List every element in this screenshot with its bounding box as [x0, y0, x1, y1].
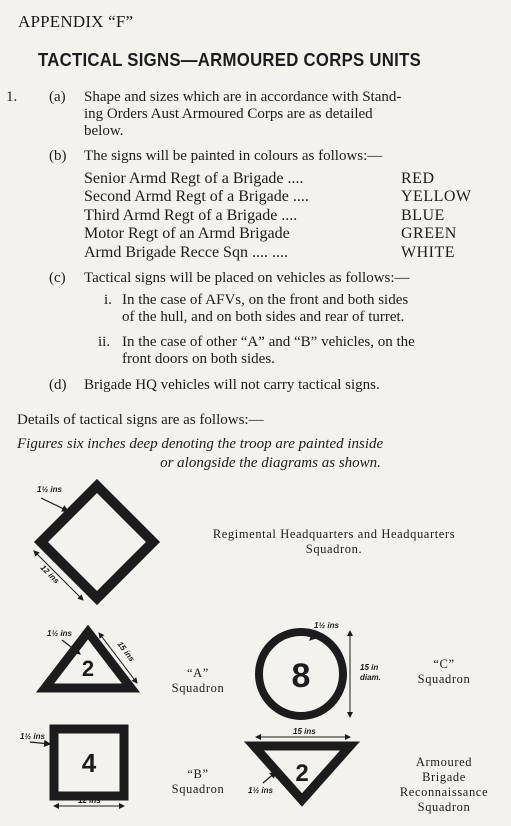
- item-c-intro: Tactical signs will be placed on vehicles as follows:—: [84, 270, 410, 286]
- colour-value: BLUE: [401, 207, 445, 224]
- c-squadron-caption: [404, 657, 484, 687]
- item-c-ii-line: front doors on both sides.: [122, 351, 275, 367]
- item-c-ii-number: ii.: [98, 334, 111, 350]
- recce-number: 2: [295, 760, 309, 787]
- b-border-dim: 1½ ins: [20, 732, 45, 741]
- a-caption-line: “A”: [187, 666, 209, 680]
- a-caption-line: Squadron: [171, 681, 225, 695]
- b-caption-line: Squadron: [171, 782, 225, 796]
- recce-border-dim: 1½ ins: [248, 786, 273, 795]
- item-c-i-line: of the hull, and on both sides and rear of turret.: [122, 309, 405, 325]
- section-number: 1.: [6, 89, 18, 105]
- recce-side-dim: 15 ins: [293, 727, 316, 736]
- item-b-intro: The signs will be painted in colours as follows:—: [84, 148, 383, 164]
- details-intro: Details of tactical signs are as follows:—: [17, 412, 264, 428]
- item-d-label: (d): [49, 377, 67, 393]
- details-italic-line: Figures six inches deep denoting the troop are painted inside: [17, 436, 384, 452]
- c-squadron-number: 8: [291, 657, 311, 695]
- c-border-dim: 1½ ins: [314, 621, 339, 630]
- colour-unit: Second Armd Regt of a Brigade ....: [84, 188, 309, 205]
- a-side-dim: 15 ins: [115, 639, 137, 664]
- a-squadron-caption: [158, 666, 238, 696]
- rhq-caption-line: Squadron.: [305, 542, 363, 556]
- c-diam-dim: 15 in: [360, 663, 379, 672]
- a-squadron-number: 2: [81, 656, 95, 681]
- item-a-line: below.: [84, 123, 124, 139]
- colour-value: YELLOW: [401, 188, 472, 205]
- recce-caption-line: Reconnaissance: [399, 785, 489, 799]
- colour-value: GREEN: [401, 225, 457, 242]
- item-c-i-number: i.: [104, 292, 112, 308]
- recce-caption-line: Squadron: [417, 800, 471, 814]
- appendix-heading: APPENDIX “F”: [18, 12, 134, 31]
- item-c-ii-line: In the case of other “A” and “B” vehicles, on the: [122, 334, 415, 350]
- item-a-line: Shape and sizes which are in accordance with Stand-: [84, 89, 402, 105]
- c-diam-dim-2: diam.: [360, 673, 381, 682]
- page-title: TACTICAL SIGNS—ARMOURED CORPS UNITS: [38, 50, 422, 70]
- recce-caption-line: Armoured: [415, 755, 473, 769]
- colour-unit: Armd Brigade Recce Sqn .... ....: [84, 244, 288, 261]
- recce-caption-line: Brigade: [422, 770, 466, 784]
- b-side-dim: 12 ins: [78, 796, 101, 805]
- c-caption-line: Squadron: [417, 672, 471, 686]
- rhq-side-dim: 12 ins: [38, 563, 61, 586]
- colour-unit: Senior Armd Regt of a Brigade ....: [84, 170, 304, 187]
- rhq-caption: [168, 527, 500, 557]
- colour-unit: Motor Regt of an Armd Brigade: [84, 225, 290, 242]
- item-c-label: (c): [49, 270, 66, 286]
- rhq-diamond-sign: [34, 486, 153, 600]
- item-d-text: Brigade HQ vehicles will not carry tactical signs.: [84, 377, 380, 393]
- details-italic-line: or alongside the diagrams as shown.: [160, 455, 381, 471]
- item-a-label: (a): [49, 89, 66, 105]
- item-b-label: (b): [49, 148, 67, 164]
- b-caption-line: “B”: [187, 767, 209, 781]
- recce-caption: [386, 755, 502, 815]
- rhq-border-dim: 1½ ins: [37, 485, 62, 494]
- a-border-dim: 1½ ins: [47, 629, 72, 638]
- b-squadron-caption: [158, 767, 238, 797]
- colour-value: WHITE: [401, 244, 456, 261]
- item-a-line: ing Orders Aust Armoured Corps are as detailed: [84, 106, 373, 122]
- c-caption-line: “C”: [433, 657, 455, 671]
- item-c-i-line: In the case of AFVs, on the front and both sides: [122, 292, 409, 308]
- rhq-caption-line: Regimental Headquarters and Headquarters: [212, 527, 456, 541]
- b-squadron-number: 4: [81, 748, 97, 778]
- colour-unit: Third Armd Regt of a Brigade ....: [84, 207, 298, 224]
- colour-value: RED: [401, 170, 435, 187]
